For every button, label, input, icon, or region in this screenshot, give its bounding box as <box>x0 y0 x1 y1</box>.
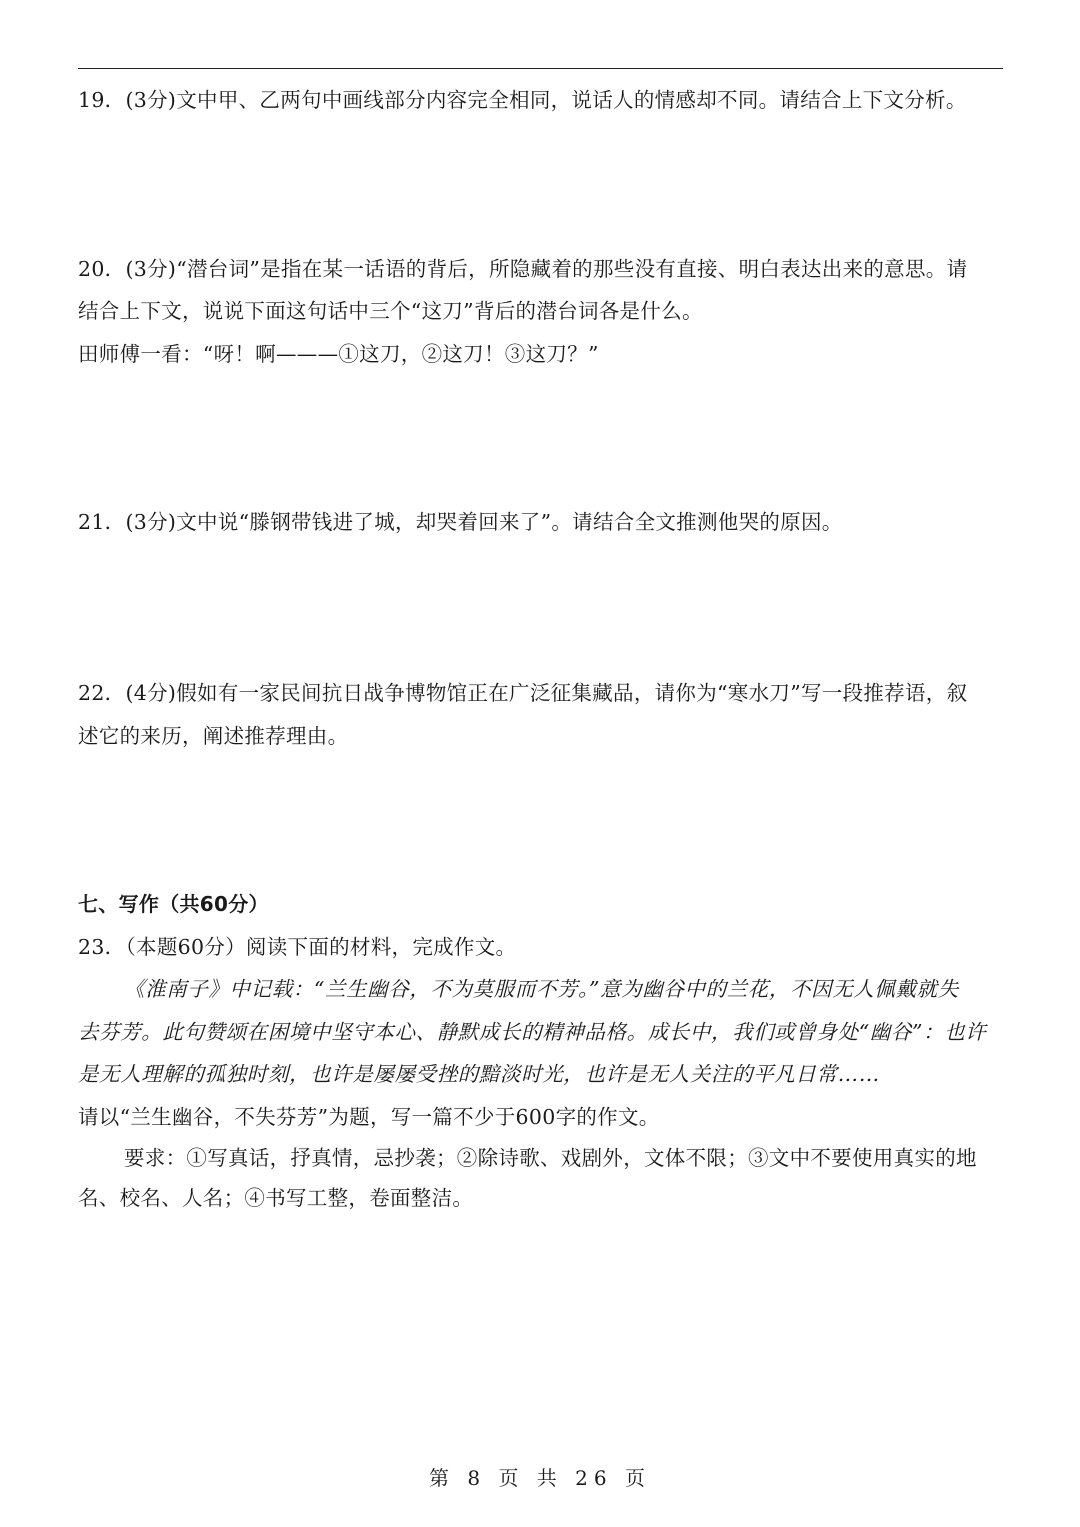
question-21: 21．(3分)文中说“滕钢带钱进了城，却哭着回来了”。请结合全文推测他哭的原因。 <box>78 510 843 534</box>
question-23-intro: 23．（本题60分）阅读下面的材料，完成作文。 <box>78 935 517 959</box>
question-22-line-1: 22．(4分)假如有一家民间抗日战争博物馆正在广泛征集藏品，请你为“寒水刀”写一段推荐语，叙 <box>78 681 968 705</box>
header-rule <box>78 68 1003 69</box>
question-20-line-1: 20．(3分)“潜台词”是指在某一话语的背后，所隐藏着的那些没有直接、明白表达出来的意思。请 <box>78 257 968 281</box>
material-line-3: 是无人理解的孤独时刻，也许是屡屡受挫的黯淡时光，也许是无人关注的平凡日常…… <box>78 1062 880 1086</box>
question-20-line-2: 结合上下文，说说下面这句话中三个“这刀”背后的潜台词各是什么。 <box>78 299 703 323</box>
section-7-heading: 七、写作（共60分） <box>78 892 269 916</box>
page-number: 第 8 页 共 26 页 <box>429 1466 651 1490</box>
requirements-line-2: 名、校名、人名；④书写工整，卷面整洁。 <box>78 1186 474 1210</box>
material-line-2: 去芬芳。此句赞颂在困境中坚守本心、静默成长的精神品格。成长中，我们或曾身处“幽谷”：也许 <box>78 1020 987 1044</box>
material-line-1: 《淮南子》中记载：“兰生幽谷，不为莫服而不芳。”意为幽谷中的兰花，不因无人佩戴就失 <box>124 977 959 1001</box>
question-22-line-2: 述它的来历，阐述推荐理由。 <box>78 724 349 748</box>
question-19: 19．(3分)文中甲、乙两句中画线部分内容完全相同，说话人的情感却不同。请结合上下文分析。 <box>78 88 967 112</box>
requirements-line-1: 要求：①写真话，抒真情，忌抄袭；②除诗歌、戏剧外，文体不限；③文中不要使用真实的地 <box>124 1146 977 1170</box>
writing-task: 请以“兰生幽谷，不失芬芳”为题，写一篇不少于600字的作文。 <box>78 1105 660 1129</box>
question-20-quote: 田师傅一看：“呀！啊———①这刀，②这刀！③这刀？” <box>78 342 599 366</box>
